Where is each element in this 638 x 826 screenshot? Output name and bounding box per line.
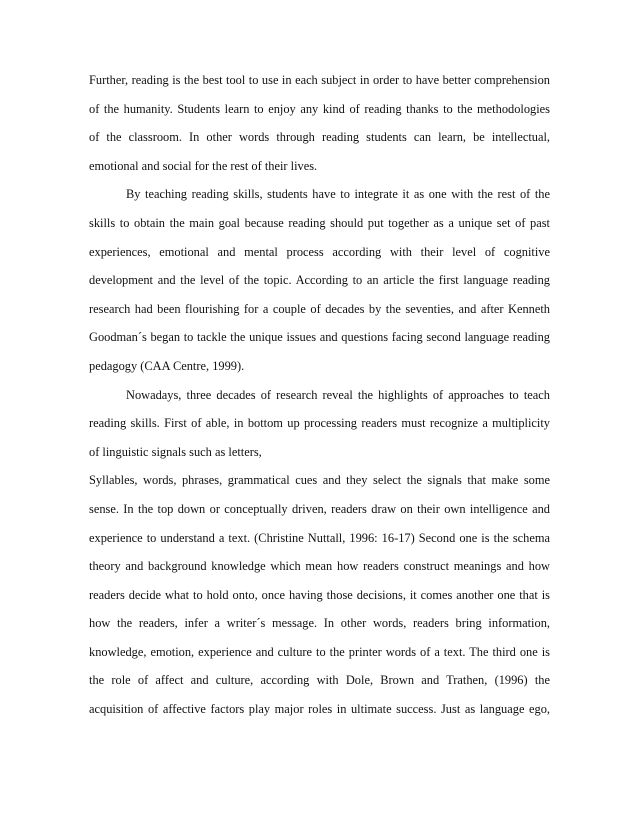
text-line: skills to obtain the main goal because reading should put together as a unique set of past (89, 215, 550, 230)
text-line: theory and background knowledge which mean how readers construct meanings and how (89, 559, 550, 574)
text-line: development and the level of the topic. According to an article the first language reading (89, 273, 550, 288)
text-line: sense. In the top down or conceptually driven, readers draw on their own intelligence and (89, 501, 550, 516)
text-line: how the readers, infer a writer´s message. In other words, readers bring information, (89, 616, 550, 631)
text-line: research had been flourishing for a couple of decades by the seventies, and after Kenneth (89, 301, 550, 316)
text-line: acquisition of affective factors play major roles in ultimate success. Just as language ego, (89, 702, 550, 717)
text-line: Syllables, words, phrases, grammatical cues and they select the signals that make some (89, 473, 550, 488)
text-line: Further, reading is the best tool to use in each subject in order to have better comprehension (89, 73, 550, 87)
text-line: reading skills. First of able, in bottom up processing readers must recognize a multiplicity (89, 416, 550, 431)
text-line: experience to understand a text. (Christine Nuttall, 1996: 16-17) Second one is the schema (89, 530, 550, 545)
text-line: Nowadays, three decades of research reveal the highlights of approaches to teach (126, 387, 550, 402)
text-line: knowledge, emotion, experience and culture to the printer words of a text. The third one is (89, 644, 550, 659)
document-body (89, 66, 550, 724)
text-line: readers decide what to hold onto, once having those decisions, it comes another one that is (89, 587, 550, 602)
text-line: emotional and social for the rest of their lives. (89, 158, 318, 173)
text-line: pedagogy (CAA Centre, 1999). (89, 358, 245, 373)
text-line: experiences, emotional and mental process according with their level of cognitive (89, 244, 550, 259)
text-line: of linguistic signals such as letters, (89, 444, 262, 459)
text-line: of the humanity. Students learn to enjoy any kind of reading thanks to the methodologies (89, 101, 550, 116)
text-line: the role of affect and culture, according with Dole, Brown and Trathen, (1996) the (89, 673, 550, 688)
text-line: Goodman´s began to tackle the unique issues and questions facing second language reading (89, 330, 550, 345)
text-line: By teaching reading skills, students have to integrate it as one with the rest of the (126, 187, 550, 202)
text-line: of the classroom. In other words through reading students can learn, be intellectual, (89, 130, 550, 145)
